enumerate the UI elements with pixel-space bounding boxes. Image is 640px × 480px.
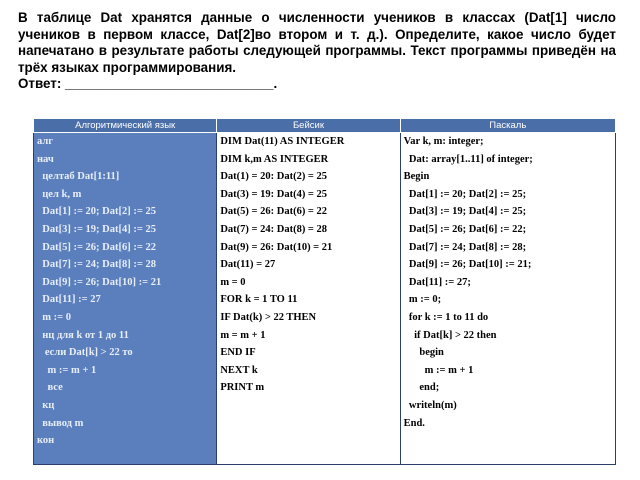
algorithmic-code-line: если Dat[k] > 22 то <box>37 347 133 359</box>
basic-code-line: Dat(7) = 24: Dat(8) = 28 <box>220 223 328 235</box>
pascal-code-line: Dat[11] := 27; <box>403 276 471 288</box>
algorithmic-code-line: нач <box>37 153 54 165</box>
pascal-code-line: Dat[3] := 19; Dat[4] := 25; <box>403 206 527 218</box>
pascal-code-line: if Dat[k] > 22 then <box>403 329 497 341</box>
algorithmic-code-line: m := m + 1 <box>37 364 97 376</box>
algorithmic-code-line: Dat[3] := 19; Dat[4] := 25 <box>37 223 156 235</box>
algorithmic-code-line: кц <box>37 399 55 411</box>
algorithmic-code-line: m := 0 <box>37 311 71 323</box>
basic-code-line: Dat(5) = 26: Dat(6) = 22 <box>220 206 328 218</box>
basic-code-line: PRINT m <box>220 382 265 394</box>
algorithmic-code-line: цел k, m <box>37 188 82 200</box>
task-statement <box>18 10 616 93</box>
pascal-code-line: m := m + 1 <box>403 364 474 376</box>
pascal-code-line: Dat[1] := 20; Dat[2] := 25; <box>403 188 527 200</box>
algorithmic-code-line: нц для k от 1 до 11 <box>37 329 129 341</box>
pascal-code-line: end; <box>403 382 440 394</box>
pascal-code-line: m := 0; <box>403 294 442 306</box>
algorithmic-code-line: Dat[11] := 27 <box>37 294 101 306</box>
header-pascal: Паскаль <box>400 119 615 133</box>
basic-code-line: FOR k = 1 TO 11 <box>220 294 298 306</box>
basic-code-line: END IF <box>220 347 256 359</box>
basic-code-line: Dat(1) = 20: Dat(2) = 25 <box>220 171 328 183</box>
basic-code-line: m = 0 <box>220 276 246 288</box>
pascal-code-line: for k := 1 to 11 do <box>403 311 489 323</box>
basic-code-line: NEXT k <box>220 364 258 376</box>
task-text: В таблице Dat хранятся данные о численности учеников в классах (Dat[1] число учеников в первом классе, Dat[2]во втором и т. д.). Определите, какое число будет напечатано в результате работы следующей программы. Текст программы приведён на трёх языках программирования. <box>18 10 616 75</box>
basic-code-line: Dat(11) = 27 <box>220 259 276 271</box>
pascal-code-line: Dat[5] := 26; Dat[6] := 22; <box>403 223 527 235</box>
pascal-code-line: Dat[7] := 24; Dat[8] := 28; <box>403 241 527 253</box>
table-header-row <box>34 119 616 133</box>
basic-code-cell <box>217 133 400 465</box>
algorithmic-code-line: Dat[5] := 26; Dat[6] := 22 <box>37 241 156 253</box>
algorithmic-code-cell <box>34 133 217 465</box>
algorithmic-code-line: Dat[7] := 24; Dat[8] := 28 <box>37 259 156 271</box>
pascal-code-line: Begin <box>403 171 430 183</box>
algorithmic-code-line: Dat[1] := 20; Dat[2] := 25 <box>37 206 156 218</box>
pascal-code-line: Dat[9] := 26; Dat[10] := 21; <box>403 259 532 271</box>
answer-line: Ответ: ____________________________. <box>18 76 278 92</box>
header-algorithmic: Алгоритмический язык <box>34 119 217 133</box>
pascal-code-line: End. <box>403 417 425 429</box>
algorithmic-code-line: целтаб Dat[1:11] <box>37 171 120 183</box>
basic-code-line: DIM k,m AS INTEGER <box>220 153 329 165</box>
pascal-code-line: writeln(m) <box>403 399 457 411</box>
basic-code-line: Dat(3) = 19: Dat(4) = 25 <box>220 188 328 200</box>
program-table <box>33 118 616 465</box>
pascal-code-cell <box>400 133 615 465</box>
basic-code-line: m = m + 1 <box>220 329 266 341</box>
algorithmic-code-line: Dat[9] := 26; Dat[10] := 21 <box>37 276 162 288</box>
basic-code-line: IF Dat(k) > 22 THEN <box>220 311 317 323</box>
algorithmic-code-line: вывод m <box>37 417 84 429</box>
algorithmic-code-line: алг <box>37 136 54 147</box>
header-basic: Бейсик <box>217 119 400 133</box>
basic-code-line: DIM Dat(11) AS INTEGER <box>220 136 345 147</box>
algorithmic-code-line: все <box>37 382 63 394</box>
pascal-code-line: Var k, m: integer; <box>403 136 484 147</box>
basic-code-line: Dat(9) = 26: Dat(10) = 21 <box>220 241 333 253</box>
algorithmic-code-line: кон <box>37 435 55 447</box>
pascal-code-line: Dat: array[1..11] of integer; <box>403 153 533 165</box>
pascal-code-line: begin <box>403 347 444 359</box>
code-row <box>34 133 616 465</box>
